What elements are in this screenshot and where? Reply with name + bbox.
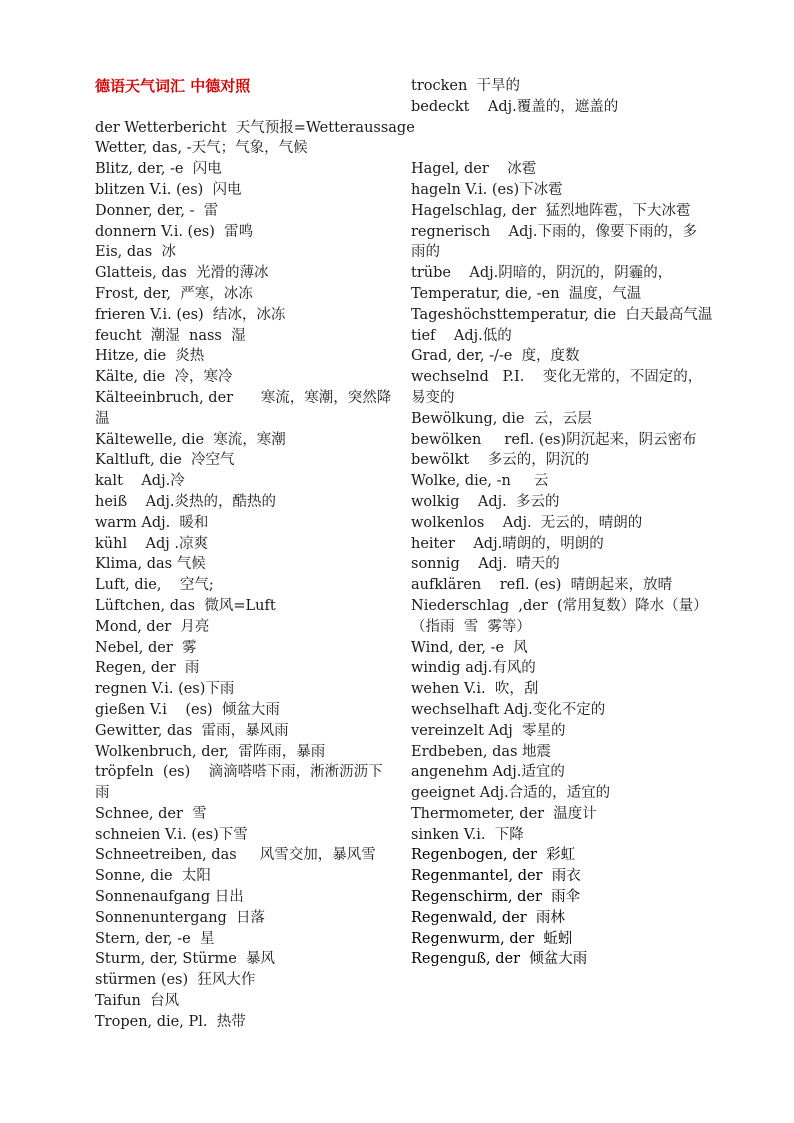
vocab-line: Sonnenuntergang 日落 (95, 909, 266, 926)
vocab-line: Kaltluft, die 冷空气 (95, 452, 235, 469)
vocab-line: hageln V.i. (es)下冰雹 (411, 181, 563, 198)
title-spacer (95, 97, 387, 118)
vocab-line: regnen V.i. (es)下雨 (95, 681, 235, 698)
vocab-line: Bewölkung, die 云，云层 (411, 410, 592, 427)
vocab-line: Hagelschlag, der 猛烈地阵雹，下大冰雹 (411, 202, 691, 219)
vocab-line: （指雨 雪 雾等） (411, 618, 531, 635)
vocab-line: Regenmantel, der 雨衣 (411, 868, 581, 885)
vocab-line: Regenwald, der 雨林 (411, 909, 565, 926)
vocab-line: frieren V.i. (es) 结冰，冰冻 (95, 306, 286, 323)
vocab-line: heiter Adj.晴朗的，明朗的 (411, 535, 604, 552)
vocab-line: Donner, der, - 雷 (95, 202, 219, 219)
right-vocab-list (411, 159, 713, 845)
vocab-line: Tropen, die, Pl. 热带 (95, 1013, 246, 1030)
vocab-line: Regenschirm, der 雨伞 (411, 889, 581, 906)
vocab-line: Lüftchen, das 微风=Luft (95, 597, 276, 614)
vocab-line: Regen, der 雨 (95, 660, 200, 677)
vocab-line: kalt Adj.冷 (95, 473, 185, 490)
vocab-line: wechselhaft Adj.变化不定的 (411, 701, 606, 718)
vocab-line: Kälte, die 冷，寒冷 (95, 369, 233, 386)
vocab-line: regnerisch Adj.下雨的，像要下雨的，多 (411, 223, 697, 240)
vocab-line: Sturm, der, Stürme 暴风 (95, 951, 275, 968)
vocab-line: Hitze, die 炎热 (95, 348, 205, 365)
vocab-line: warm Adj. 暖和 (95, 514, 209, 531)
vocab-line: 雨的 (411, 244, 440, 261)
vocab-line: Erdbeben, das 地震 (411, 743, 552, 760)
vocab-line: tief Adj.低的 (411, 327, 512, 344)
vocab-line: Grad, der, -/-e 度，度数 (411, 348, 580, 365)
vocab-line: Klima, das 气候 (95, 556, 206, 573)
vocab-line: Thermometer, der 温度计 (411, 805, 597, 822)
vocab-line: kühl Adj .凉爽 (95, 535, 209, 552)
vocab-line: Hagel, der 冰雹 (411, 161, 537, 178)
vocab-line: bewölken refl. (es)阴沉起来，阴云密布 (411, 431, 697, 448)
vocab-line: Wolke, die, -n 云 (411, 473, 549, 490)
vocab-line: Nebel, der 雾 (95, 639, 197, 656)
vocab-line: Gewitter, das 雷雨，暴风雨 (95, 722, 289, 739)
vocab-line: geeignet Adj.合适的，适宜的 (411, 785, 611, 802)
vocab-line: blitzen V.i. (es) 闪电 (95, 181, 242, 198)
left-vocab-list (95, 118, 415, 1033)
vocab-line: Regenbogen, der 彩虹 (411, 847, 576, 864)
right-vocab-list-top (411, 76, 703, 118)
vocab-line: Blitz, der, -e 闪电 (95, 161, 222, 178)
vocab-line: tröpfeln (es) 滴滴嗒嗒下雨，淅淅沥沥下 (95, 764, 383, 781)
vocab-line: wehen V.i. 吹，刮 (411, 681, 539, 698)
vocab-line: Wetter, das, -天气；气象，气候 (95, 140, 308, 157)
vocab-line: bedeckt Adj.覆盖的，遮盖的 (411, 98, 619, 115)
vocab-line: Sonne, die 太阳 (95, 868, 211, 885)
vocab-line: angenehm Adj.适宜的 (411, 764, 565, 781)
vocab-line: Frost, der, 严寒，冰冻 (95, 285, 253, 302)
vocab-line: Niederschlag ,der (常用复数）降水（量） (411, 597, 708, 614)
document-title: 德语天气词汇 中德对照 (95, 77, 251, 95)
vocab-line: trocken 干旱的 (411, 78, 521, 94)
right-column (411, 76, 713, 970)
vocab-line: Schnee, der 雪 (95, 805, 207, 822)
vocab-line: wolkig Adj. 多云的 (411, 493, 560, 510)
vocab-line: wechselnd P.I. 变化无常的，不固定的， (411, 369, 703, 386)
vocab-line: feucht 潮湿 nass 湿 (95, 327, 246, 344)
vocab-line: Tageshöchsttemperatur, die 白天最高气温 (411, 306, 713, 323)
right-vocab-list-black (411, 845, 703, 970)
vocab-line: Temperatur, die, -en 温度，气温 (411, 285, 642, 302)
vocab-line: bewölkt 多云的，阴沉的 (411, 452, 590, 469)
vocab-line: 易变的 (411, 389, 455, 406)
vocab-line: Kälteeinbruch, der 寒流，寒潮，突然降 (95, 389, 392, 406)
vocab-line: der Wetterbericht 天气预报=Wetteraussage (95, 119, 415, 136)
vocab-line: sinken V.i. 下降 (411, 826, 524, 843)
vocab-line: Regenwurm, der 蚯蚓 (411, 930, 573, 947)
vocab-line: 雨 (95, 785, 110, 802)
vocab-line: Taifun 台风 (95, 993, 180, 1010)
vocab-line: trübe Adj.阴暗的，阴沉的，阴霾的， (411, 265, 673, 282)
vocab-line: Luft, die, 空气; (95, 577, 214, 594)
vocab-line: 温 (95, 410, 110, 427)
vocab-line: windig adj.有风的 (411, 660, 536, 677)
section-spacer (411, 118, 703, 160)
vocab-line: schneien V.i. (es)下雪 (95, 826, 248, 843)
vocab-line: gießen V.i (es) 倾盆大雨 (95, 701, 280, 718)
vocab-line: donnern V.i. (es) 雷鸣 (95, 223, 254, 240)
vocab-line: Stern, der, -e 星 (95, 930, 215, 947)
vocab-line: stürmen (es) 狂风大作 (95, 972, 256, 989)
vocab-line: Schneetreiben, das 风雪交加，暴风雪 (95, 847, 376, 864)
vocab-line: vereinzelt Adj 零星的 (411, 722, 566, 739)
vocab-line: Kältewelle, die 寒流，寒潮 (95, 431, 286, 448)
left-column (95, 76, 415, 1033)
vocab-line: Regenguß, der 倾盆大雨 (411, 951, 588, 968)
vocab-line: Glatteis, das 光滑的薄冰 (95, 265, 269, 282)
vocab-line: sonnig Adj. 晴天的 (411, 556, 560, 573)
vocab-line: Sonnenaufgang 日出 (95, 889, 244, 906)
vocab-line: Mond, der 月亮 (95, 618, 210, 635)
vocab-line: Wind, der, -e 风 (411, 639, 528, 656)
vocab-line: wolkenlos Adj. 无云的，晴朗的 (411, 514, 643, 531)
vocab-line: Eis, das 冰 (95, 244, 176, 261)
vocab-line: aufklären refl. (es) 晴朗起来，放晴 (411, 577, 673, 594)
vocab-line: Wolkenbruch, der, 雷阵雨，暴雨 (95, 743, 326, 760)
vocab-line: heiß Adj.炎热的，酷热的 (95, 493, 277, 510)
